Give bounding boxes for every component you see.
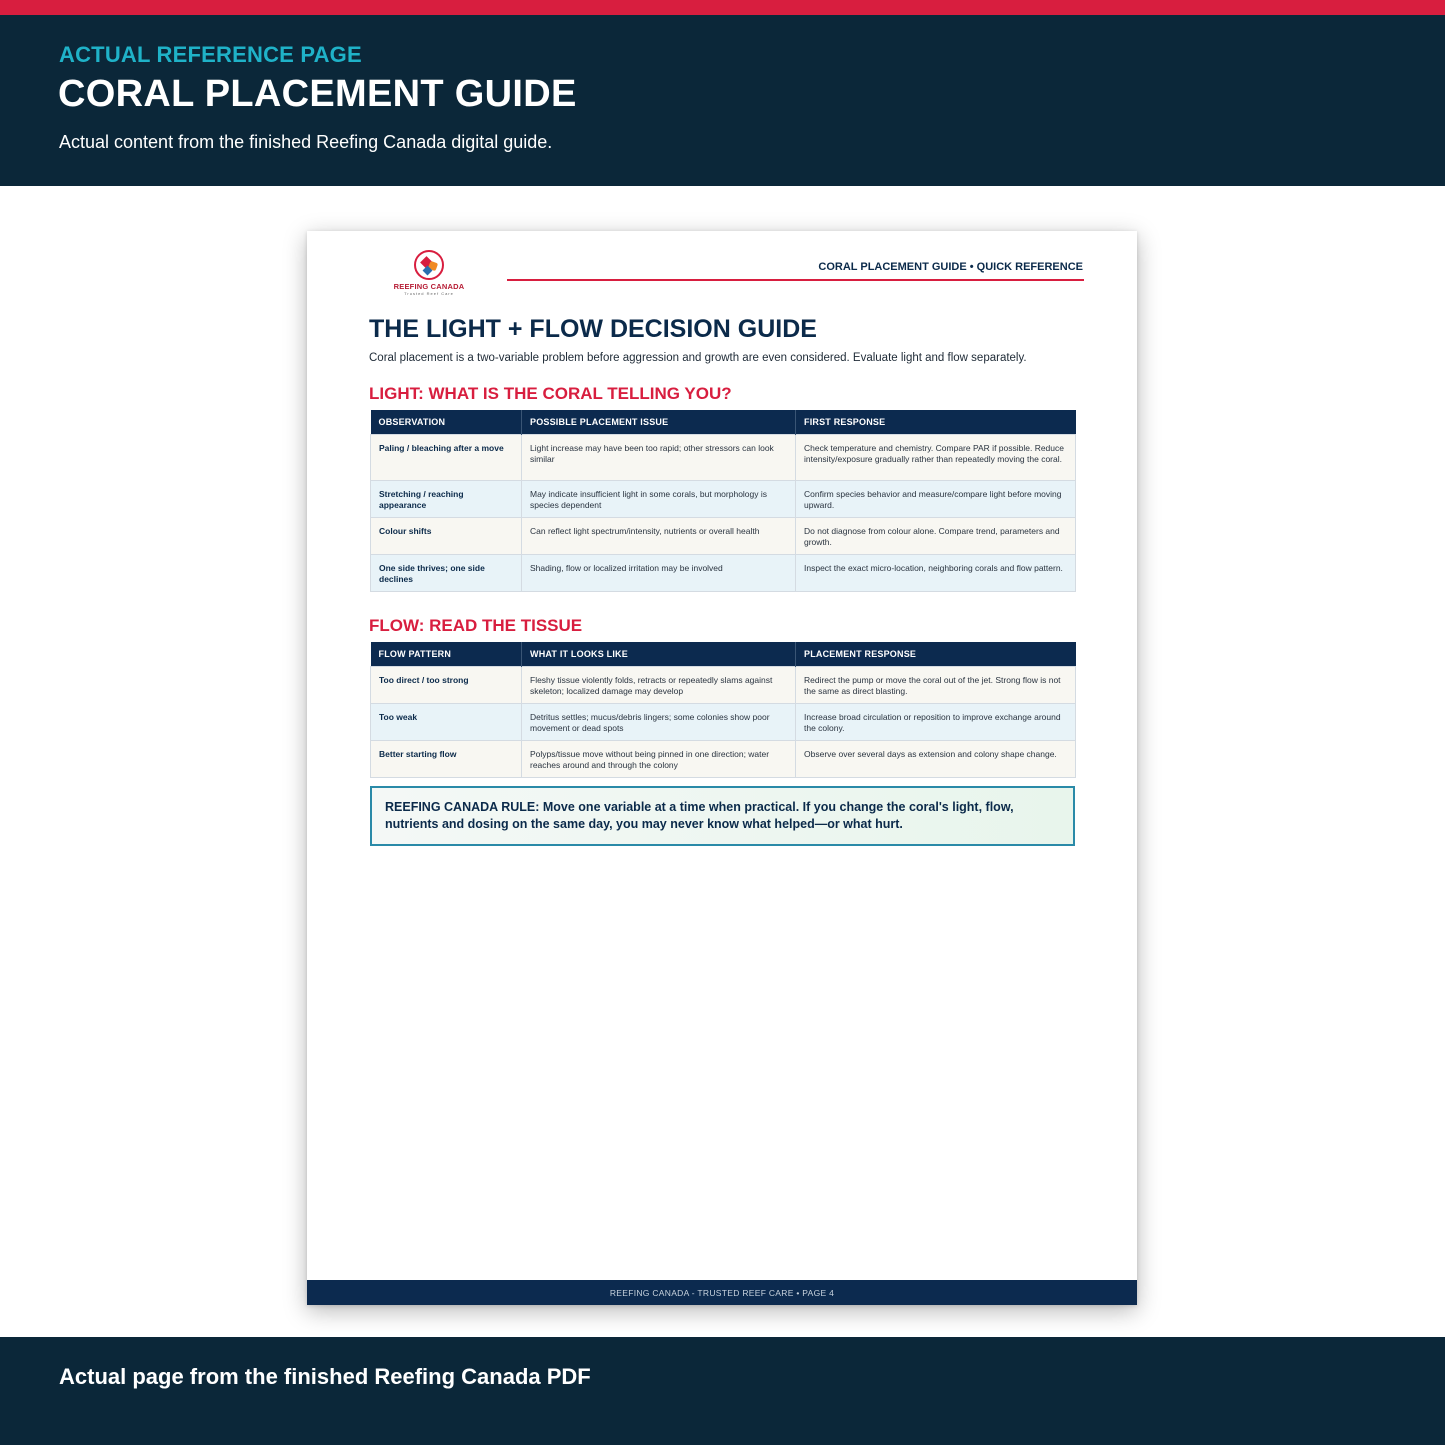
page-footer (307, 1280, 1137, 1305)
light-section-heading: LIGHT: WHAT IS THE CORAL TELLING YOU? (369, 384, 732, 403)
doc-intro: Coral placement is a two-variable problem before aggression and growth are even considered. Evaluate light and flow separately. (369, 352, 1027, 364)
table-cell: Increase broad circulation or reposition to improve exchange around the colony. (796, 703, 1076, 740)
table-cell: Better starting flow (371, 740, 522, 777)
footer-band (0, 1337, 1445, 1445)
eyebrow-label: ACTUAL REFERENCE PAGE (59, 42, 362, 67)
table-cell: May indicate insufficient light in some corals, but morphology is species dependent (522, 480, 796, 517)
column-header: POSSIBLE PLACEMENT ISSUE (522, 410, 796, 434)
table-row (371, 480, 1076, 517)
table-cell: Shading, flow or localized irritation may be involved (522, 554, 796, 591)
table-cell: Do not diagnose from colour alone. Compare trend, parameters and growth. (796, 517, 1076, 554)
logo-tagline: Trusted Reef Care (404, 291, 454, 296)
header-band (0, 15, 1445, 186)
table-row (371, 517, 1076, 554)
table-row (371, 666, 1076, 703)
rule-callout (370, 786, 1075, 846)
maple-coral-logo-icon (414, 250, 444, 280)
rule-text: REEFING CANADA RULE: Move one variable at a time when practical. If you change the coral's light, flow, nutrients and dosing on the same day, you may never know what helped—or what hurt. (385, 800, 1014, 832)
table-cell: Observe over several days as extension and colony shape change. (796, 740, 1076, 777)
doc-title: THE LIGHT + FLOW DECISION GUIDE (369, 315, 817, 343)
column-header: FLOW PATTERN (371, 642, 522, 666)
page-footer-text: REEFING CANADA - TRUSTED REEF CARE • PAGE 4 (609, 1288, 835, 1298)
top-accent-stripe (0, 0, 1445, 15)
table-cell: Polyps/tissue move without being pinned in one direction; water reaches around and through the colony (522, 740, 796, 777)
logo-name: REEFING CANADA (393, 282, 465, 291)
table-cell: Fleshy tissue violently folds, retracts or repeatedly slams against skeleton; localized damage may develop (522, 666, 796, 703)
table-cell: Detritus settles; mucus/debris lingers; some colonies show poor movement or dead spots (522, 703, 796, 740)
column-header: FIRST RESPONSE (796, 410, 1076, 434)
kicker-rule (507, 279, 1084, 281)
table-cell: Light increase may have been too rapid; other stressors can look similar (522, 434, 796, 480)
table-row (371, 554, 1076, 591)
table-cell: Stretching / reaching appearance (371, 480, 522, 517)
table-row (371, 703, 1076, 740)
table-cell: One side thrives; one side declines (371, 554, 522, 591)
footer-caption: Actual page from the finished Reefing Canada PDF (59, 1364, 591, 1389)
table-row (371, 434, 1076, 480)
table-cell: Inspect the exact micro-location, neighboring corals and flow pattern. (796, 554, 1076, 591)
column-header: PLACEMENT RESPONSE (796, 642, 1076, 666)
table-cell: Check temperature and chemistry. Compare PAR if possible. Reduce intensity/exposure gradually rather than repeatedly moving the coral. (796, 434, 1076, 480)
light-table (370, 410, 1076, 592)
main-title: CORAL PLACEMENT GUIDE (58, 73, 577, 115)
page-kicker: CORAL PLACEMENT GUIDE • QUICK REFERENCE (818, 261, 1083, 273)
table-cell: Can reflect light spectrum/intensity, nutrients or overall health (522, 517, 796, 554)
table-header-row (371, 410, 1076, 434)
header-subtitle: Actual content from the finished Reefing Canada digital guide. (59, 132, 553, 152)
table-cell: Colour shifts (371, 517, 522, 554)
flow-table (370, 642, 1076, 778)
table-header-row (371, 642, 1076, 666)
column-header: WHAT IT LOOKS LIKE (522, 642, 796, 666)
table-cell: Paling / bleaching after a move (371, 434, 522, 480)
table-cell: Confirm species behavior and measure/compare light before moving upward. (796, 480, 1076, 517)
document-page (307, 231, 1137, 1305)
table-cell: Redirect the pump or move the coral out of the jet. Strong flow is not the same as direct blasting. (796, 666, 1076, 703)
table-cell: Too direct / too strong (371, 666, 522, 703)
reefing-canada-logo (392, 248, 466, 296)
table-row (371, 740, 1076, 777)
column-header: OBSERVATION (371, 410, 522, 434)
flow-section-heading: FLOW: READ THE TISSUE (369, 616, 583, 635)
table-cell: Too weak (371, 703, 522, 740)
